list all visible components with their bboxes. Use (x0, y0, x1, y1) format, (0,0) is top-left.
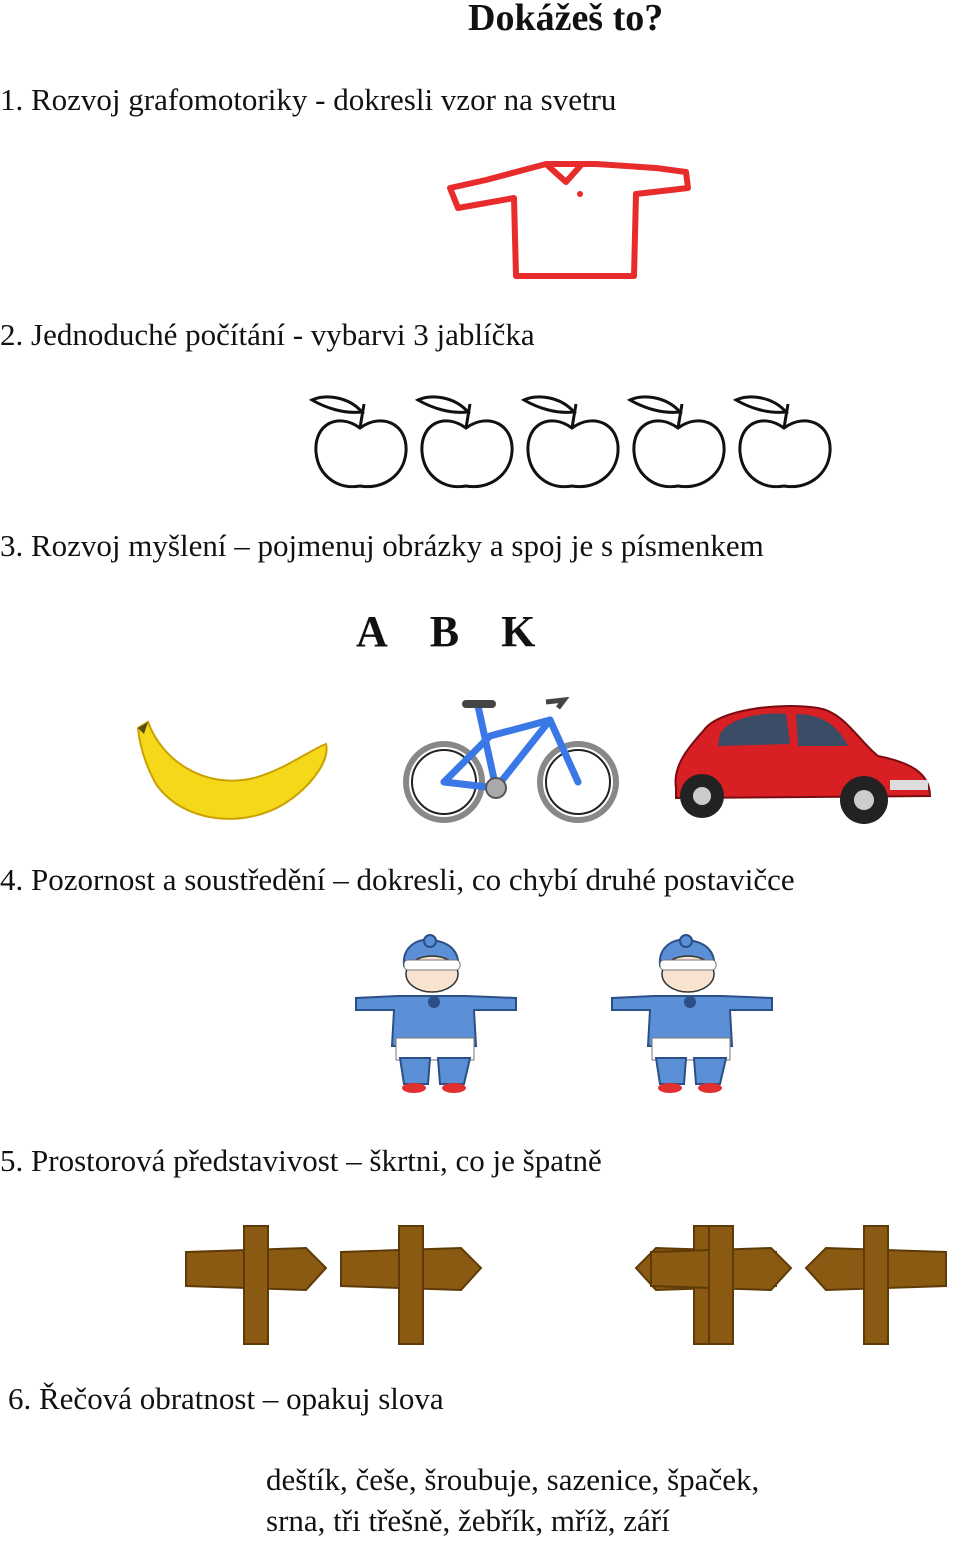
banana-icon[interactable] (134, 720, 330, 826)
page-title: Dokážeš to? (468, 0, 664, 39)
signpost-icon (651, 1226, 791, 1344)
task-1-heading: 1. Rozvoj grafomotoriky - dokresli vzor na svetru (0, 82, 617, 117)
car-icon[interactable] (668, 700, 932, 828)
boy-figure-complete-icon (352, 938, 522, 1094)
signposts-row (186, 1222, 952, 1346)
apple-icon (418, 397, 512, 487)
sweater-outline-icon (446, 158, 696, 282)
letters-row (356, 606, 577, 657)
letter-k[interactable]: K (501, 607, 536, 656)
apple-icon (524, 397, 618, 487)
signpost-icon (806, 1226, 946, 1344)
apple-icon (630, 397, 724, 487)
signpost-icon (341, 1226, 481, 1344)
boy-figure-incomplete-icon[interactable] (608, 938, 778, 1094)
words-line-2: srna, tři třešně, žebřík, mříž, září (266, 1503, 670, 1538)
task-5-heading: 5. Prostorová představivost – škrtni, co je špatně (0, 1143, 602, 1178)
bicycle-icon[interactable] (400, 696, 622, 824)
letter-b[interactable]: B (429, 607, 460, 656)
task-6-heading: 6. Řečová obratnost – opakuj slova (8, 1381, 444, 1416)
task-4-heading: 4. Pozornost a soustředění – dokresli, co chybí druhé postavičce (0, 862, 795, 897)
task-3-heading: 3. Rozvoj myšlení – pojmenuj obrázky a spoj je s písmenkem (0, 528, 764, 563)
words-line-1: deštík, češe, šroubuje, sazenice, špaček, (266, 1462, 760, 1497)
apple-icon (736, 397, 830, 487)
task-2-heading: 2. Jednoduché počítání - vybarvi 3 jablíčka (0, 317, 535, 352)
letter-a[interactable]: A (356, 607, 388, 656)
apples-row (308, 390, 838, 494)
